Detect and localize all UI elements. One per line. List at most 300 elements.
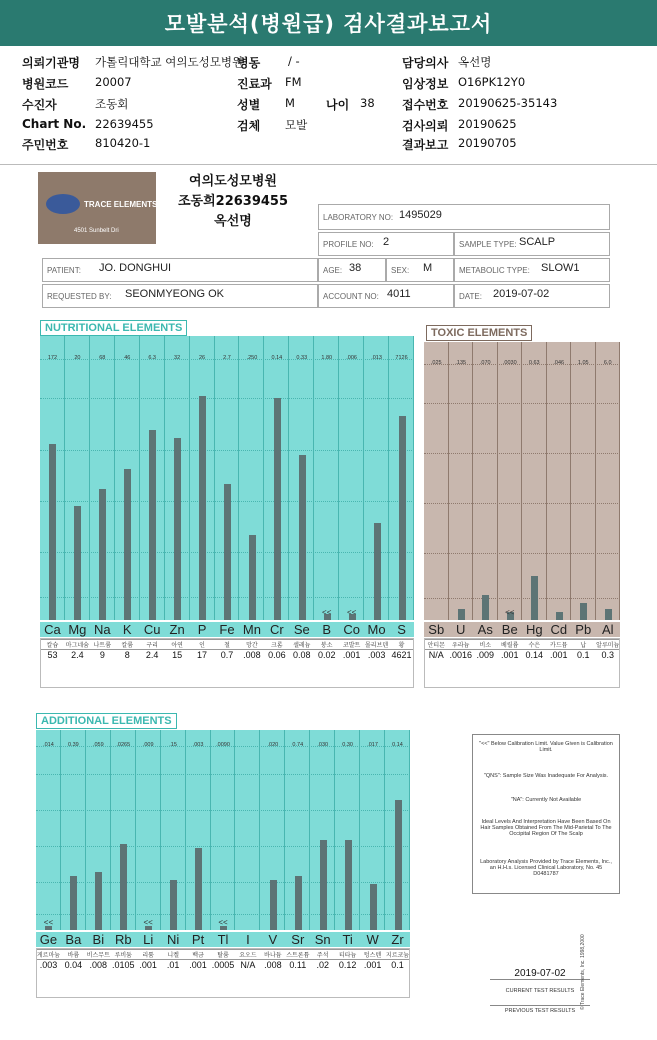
previous-line: [490, 1005, 590, 1006]
element-korean-name: 칼슘: [40, 639, 65, 650]
element-result-p: 17: [197, 650, 208, 660]
element-symbol-p: P: [190, 622, 215, 637]
level-bar-na: [99, 489, 106, 620]
element-result-tl: .0005: [211, 960, 235, 970]
scan-sex-value: M: [423, 262, 433, 274]
current-results-label: CURRENT TEST RESULTS: [505, 988, 575, 994]
sample-value: SCALP: [519, 236, 556, 248]
scan-patient-value: JO. DONGHUI: [99, 262, 172, 274]
element-korean-name: 바륨: [61, 949, 86, 960]
receipt-label: 접수번호: [402, 98, 449, 112]
element-korean-name: 망간: [239, 639, 264, 650]
element-symbol-li: Li: [136, 932, 161, 947]
element-korean-name: 철: [215, 639, 240, 650]
element-symbol-sr: Sr: [285, 932, 310, 947]
legend-qns: "QNS": Sample Size Was Inadequate For Analysis.: [483, 773, 609, 779]
element-symbol-s: S: [389, 622, 414, 637]
level-bar-ca: [49, 444, 56, 620]
element-symbol-as: As: [473, 622, 498, 637]
current-date: 2019-07-02: [490, 968, 590, 980]
ward-value: / -: [288, 54, 300, 68]
element-symbol-fe: Fe: [215, 622, 240, 637]
level-bar-p: [199, 396, 206, 620]
element-symbol-se: Se: [289, 622, 314, 637]
element-korean-name: 알루미늄: [596, 639, 621, 650]
element-result-li: .001: [139, 960, 157, 970]
column-divider: [189, 336, 190, 620]
column-divider: [114, 336, 115, 620]
element-korean-name: 카드뮴: [547, 639, 572, 650]
top-tick-label: 0.30: [342, 742, 353, 748]
top-tick-label: .070: [479, 360, 491, 367]
institution-label: 의뢰기관명: [22, 56, 80, 70]
below-limit-marker: <<: [505, 608, 515, 617]
stamp-doctor: 옥선명: [214, 214, 252, 229]
level-bar-al: [605, 609, 612, 620]
element-korean-name: 칼륨: [115, 639, 140, 650]
level-bar-zr: [395, 800, 402, 930]
clinical-value: O16PK12Y0: [458, 75, 526, 89]
element-korean-name: 리튬: [136, 949, 161, 960]
element-korean-name: 게르마늄: [36, 949, 61, 960]
element-result-zn: 15: [172, 650, 183, 660]
grid-line: [36, 774, 410, 775]
level-bar-v: [270, 880, 277, 930]
element-result-s: 4621: [391, 650, 412, 660]
lab-no-box: [318, 204, 610, 230]
column-divider: [334, 730, 335, 930]
legend-below-limit: "<<" Below Calibration Limit. Value Given is Calibration Limit.: [479, 741, 613, 753]
dept-label: 진료과: [237, 77, 272, 91]
column-divider: [363, 336, 364, 620]
column-divider: [85, 730, 86, 930]
hospital-code-value: 20007: [95, 75, 132, 89]
element-result-ti: 0.12: [338, 960, 357, 970]
column-divider: [60, 730, 61, 930]
element-korean-name: 스트론튬: [285, 949, 310, 960]
element-result-ca: 53: [47, 650, 58, 660]
element-symbol-sn: Sn: [310, 932, 335, 947]
element-symbol-co: Co: [339, 622, 364, 637]
sample-box: [454, 232, 610, 256]
element-result-pt: .001: [189, 960, 207, 970]
doctor-label: 담당의사: [402, 56, 449, 70]
date-value: 2019-07-02: [493, 288, 550, 300]
element-korean-name: 백금: [186, 949, 211, 960]
level-bar-bi: [95, 872, 102, 930]
element-result-sn: .02: [316, 960, 329, 970]
sex-box: [386, 258, 454, 282]
top-tick-label: 32: [174, 354, 181, 361]
top-tick-label: 172: [47, 354, 58, 361]
column-divider: [595, 342, 596, 620]
top-tick-label: 6.0: [603, 360, 612, 367]
lab-no-label: LABORATORY NO:: [323, 213, 394, 222]
element-korean-name: 셀레늄: [289, 639, 314, 650]
element-symbol-ti: Ti: [335, 932, 360, 947]
top-tick-label: .030: [317, 742, 329, 748]
specimen-label: 검체: [237, 119, 261, 133]
sex-label: 성별: [237, 98, 261, 112]
scan-patient-label: PATIENT:: [47, 266, 81, 275]
doctor-value: 옥선명: [458, 55, 492, 69]
below-limit-marker: <<: [322, 608, 332, 617]
element-result-mn: .008: [243, 650, 261, 660]
element-symbol-u: U: [449, 622, 474, 637]
element-korean-name: 티타늄: [335, 949, 360, 960]
top-tick-label: .020: [267, 742, 279, 748]
age-box: [318, 258, 386, 282]
top-tick-label: .046: [553, 360, 565, 367]
element-korean-name: 마그네슘: [65, 639, 90, 650]
level-bar-hg: [531, 576, 538, 620]
level-bar-sn: [320, 840, 327, 930]
column-divider: [139, 336, 140, 620]
top-tick-label: .0265: [116, 742, 131, 748]
column-divider: [89, 336, 90, 620]
column-divider: [546, 342, 547, 620]
level-bar-mo: [374, 523, 381, 620]
profile-box: [318, 232, 454, 256]
element-symbol-w: W: [360, 932, 385, 947]
account-box: [318, 284, 454, 308]
element-result-b: 0.02: [317, 650, 336, 660]
column-divider: [570, 342, 571, 620]
metabolic-value: SLOW1: [541, 262, 580, 274]
id-label: 주민번호: [22, 138, 69, 152]
grid-line: [36, 810, 410, 811]
chart-grid-1: [424, 342, 620, 620]
column-divider: [234, 730, 235, 930]
top-tick-label: 46: [124, 354, 131, 361]
element-symbol-ni: Ni: [161, 932, 186, 947]
element-symbol-i: I: [235, 932, 260, 947]
top-tick-label: .135: [455, 360, 467, 367]
scan-age-label: AGE:: [323, 266, 343, 275]
top-tick-label: 0.39: [68, 742, 79, 748]
requested-label: REQUESTED BY:: [47, 292, 112, 301]
level-bar-k: [124, 469, 131, 620]
grid-line: [424, 403, 620, 404]
grid-line: [36, 914, 410, 915]
top-tick-label: 6.3: [148, 354, 156, 361]
logo-address: 4501 Sunbelt Dri: [74, 228, 119, 234]
column-divider: [497, 342, 498, 620]
element-result-bi: .008: [89, 960, 108, 970]
element-result-i: N/A: [240, 960, 256, 970]
element-korean-name: 루비듐: [111, 949, 136, 960]
legend-na: "NA": Currently Not Available: [510, 797, 582, 803]
stamp-hospital: 여의도성모병원: [189, 174, 277, 189]
element-result-ni: .01: [166, 960, 180, 970]
element-result-pb: 0.1: [576, 650, 590, 660]
hospital-stamp: [158, 168, 308, 244]
element-korean-name: 구리: [140, 639, 165, 650]
level-bar-se: [299, 455, 306, 620]
receipt-value: 20190625-35143: [458, 96, 558, 110]
column-divider: [110, 730, 111, 930]
element-symbol-pb: Pb: [571, 622, 596, 637]
level-bar-w: [370, 884, 377, 930]
column-divider: [259, 730, 260, 930]
element-symbol-mn: Mn: [239, 622, 264, 637]
logo-text: TRACE ELEMENTS: [84, 200, 158, 209]
id-value: 810420-1: [95, 136, 151, 150]
column-divider: [409, 730, 410, 930]
sample-label: SAMPLE TYPE:: [459, 240, 517, 249]
element-result-as: .009: [476, 650, 495, 660]
level-bar-rb: [120, 844, 127, 930]
column-divider: [284, 730, 285, 930]
copyright: © Trace Elements, Inc. 1998,2000: [580, 934, 586, 1010]
clinical-label: 임상정보: [402, 77, 449, 91]
element-symbol-na: Na: [90, 622, 115, 637]
column-divider: [384, 730, 385, 930]
grid-line: [424, 453, 620, 454]
element-korean-name: 우라늄: [449, 639, 474, 650]
element-korean-name: 안티몬: [424, 639, 449, 650]
level-bar-s: [399, 416, 406, 620]
request-label: 검사의뢰: [402, 119, 449, 133]
patient-value: 조동회: [95, 97, 129, 111]
chart-grid-0: [40, 336, 414, 620]
level-bar-fe: [224, 484, 231, 620]
element-result-co: .001: [342, 650, 361, 660]
element-korean-name: 납: [571, 639, 596, 650]
element-result-mo: .003: [367, 650, 386, 660]
requested-value: SEONMYEONG OK: [125, 288, 225, 300]
metabolic-label: METABOLIC TYPE:: [459, 266, 530, 275]
lab-no-value: 1495029: [399, 209, 442, 221]
element-symbol-zn: Zn: [165, 622, 190, 637]
top-tick-label: .017: [367, 742, 378, 748]
level-bar-ni: [170, 880, 177, 930]
column-divider: [619, 342, 620, 620]
patient-info-panel: [0, 46, 657, 165]
level-bar-sr: [295, 876, 302, 930]
requested-box: [42, 284, 318, 308]
top-tick-label: 0.33: [296, 354, 308, 361]
element-korean-name: 몰리브덴: [364, 639, 389, 650]
ward-label: 병동: [237, 56, 261, 70]
element-symbol-pt: Pt: [186, 932, 211, 947]
element-symbol-cr: Cr: [264, 622, 289, 637]
stamp-patient: 조동희22639455: [177, 194, 289, 209]
element-symbol-al: Al: [596, 622, 621, 637]
element-symbol-sb: Sb: [424, 622, 449, 637]
element-result-cu: 2.4: [145, 650, 159, 660]
profile-label: PROFILE NO:: [323, 240, 374, 249]
element-symbol-mo: Mo: [364, 622, 389, 637]
scan-age-value: 38: [349, 262, 362, 274]
age-label: 나이: [326, 98, 350, 112]
element-symbol-cd: Cd: [547, 622, 572, 637]
element-korean-name: 바나듐: [260, 949, 285, 960]
element-symbol-tl: Tl: [211, 932, 236, 947]
element-symbol-cu: Cu: [140, 622, 165, 637]
level-bar-cu: [149, 430, 156, 620]
element-korean-name: 코발트: [339, 639, 364, 650]
element-korean-name: 비소: [473, 639, 498, 650]
element-symbol-hg: Hg: [522, 622, 547, 637]
top-tick-label: .0090: [216, 742, 230, 748]
level-bar-zn: [174, 438, 181, 620]
level-bar-cr: [274, 398, 281, 620]
column-divider: [359, 730, 360, 930]
trace-elements-logo: [38, 172, 156, 244]
element-result-sr: 0.11: [289, 960, 307, 970]
column-divider: [288, 336, 289, 620]
institution-value: 가톨릭대학교 여의도성모병원: [95, 55, 244, 69]
grid-line: [424, 503, 620, 504]
chart-label: Chart No.: [22, 117, 87, 131]
element-korean-name: 요오드: [235, 949, 260, 960]
report-date-value: 20190705: [458, 136, 517, 150]
top-tick-label: 0.74: [292, 742, 304, 748]
top-tick-label: .006: [346, 354, 357, 361]
top-tick-label: 2.7: [223, 354, 231, 361]
column-divider: [472, 342, 473, 620]
element-korean-name: 나트륨: [90, 639, 115, 650]
chart-value: 22639455: [95, 117, 154, 131]
request-value: 20190625: [458, 117, 517, 131]
element-symbol-rb: Rb: [111, 932, 136, 947]
element-symbol-ba: Ba: [61, 932, 86, 947]
top-tick-label: .250: [246, 354, 258, 361]
element-result-k: 8: [124, 650, 130, 660]
element-korean-name: 니켈: [161, 949, 186, 960]
element-result-ge: .003: [39, 960, 58, 970]
column-divider: [388, 336, 389, 620]
below-limit-marker: <<: [346, 608, 357, 617]
date-box: [454, 284, 610, 308]
age-value: 38: [360, 96, 375, 110]
level-bar-mg: [74, 506, 81, 620]
element-korean-name: 지르코늄: [385, 949, 410, 960]
legend-ideal: Ideal Levels And Interpretation Have Been Based On Hair Samples Obtained From The Mid-Parietal To The Occipital Region Of The Scalp: [480, 819, 612, 837]
element-result-u: .0016: [449, 650, 473, 660]
element-result-fe: 0.7: [220, 650, 234, 660]
element-korean-name: 비스무트: [86, 949, 111, 960]
grid-line: [36, 846, 410, 847]
element-result-w: .001: [363, 960, 382, 970]
element-result-hg: 0.14: [525, 650, 544, 660]
column-divider: [214, 336, 215, 620]
element-result-sb: N/A: [428, 650, 444, 660]
element-result-mg: 2.4: [71, 650, 84, 660]
legend-box: [472, 734, 620, 894]
element-result-be: .001: [500, 650, 519, 660]
patient-label: 수진자: [22, 98, 57, 112]
sex-value: M: [285, 96, 295, 110]
column-divider: [338, 336, 339, 620]
element-symbol-zr: Zr: [385, 932, 410, 947]
element-symbol-mg: Mg: [65, 622, 90, 637]
element-symbol-ge: Ge: [36, 932, 61, 947]
element-result-v: .008: [264, 960, 282, 970]
top-tick-label: 0.14: [392, 742, 403, 748]
column-divider: [64, 336, 65, 620]
column-divider: [413, 336, 414, 620]
column-divider: [521, 342, 522, 620]
element-korean-name: 아연: [165, 639, 190, 650]
top-tick-label: 0.14: [271, 354, 283, 361]
nutritional-title: NUTRITIONAL ELEMENTS: [40, 320, 187, 336]
level-bar-ti: [345, 840, 352, 930]
element-result-zr: 0.1: [391, 960, 404, 970]
top-tick-label: 68: [99, 354, 106, 361]
below-limit-marker: <<: [43, 918, 54, 927]
level-bar-pt: [195, 848, 202, 930]
element-result-se: 0.08: [293, 650, 311, 660]
element-korean-name: 황: [389, 639, 414, 650]
dept-value: FM: [285, 75, 302, 89]
metabolic-box: [454, 258, 610, 282]
account-label: ACCOUNT NO:: [323, 292, 379, 301]
scan-sex-label: SEX:: [391, 266, 410, 275]
grid-line: [36, 882, 410, 883]
element-result-na: 9: [99, 650, 105, 660]
top-tick-label: .025: [430, 360, 442, 367]
column-divider: [210, 730, 211, 930]
hospital-code-label: 병원코드: [22, 77, 69, 91]
level-bar-ba: [70, 876, 77, 930]
element-symbol-k: K: [115, 622, 140, 637]
element-korean-name: 인: [190, 639, 215, 650]
column-divider: [263, 336, 264, 620]
element-result-cd: .001: [549, 650, 568, 660]
top-tick-label: 0.63: [528, 360, 540, 367]
element-korean-name: 주석: [310, 949, 335, 960]
column-divider: [164, 336, 165, 620]
grid-line: [424, 553, 620, 554]
column-divider: [238, 336, 239, 620]
result-table-border: [36, 948, 410, 998]
patient-box: [42, 258, 318, 282]
top-tick-label: .15: [169, 742, 177, 748]
column-divider: [185, 730, 186, 930]
result-table-border: [424, 638, 620, 688]
previous-results-label: PREVIOUS TEST RESULTS: [504, 1008, 576, 1014]
element-korean-name: 베릴륨: [498, 639, 523, 650]
top-tick-label: .059: [92, 742, 104, 748]
element-symbol-ca: Ca: [40, 622, 65, 637]
grid-line: [40, 398, 414, 399]
element-korean-name: 크롬: [264, 639, 289, 650]
element-symbol-b: B: [314, 622, 339, 637]
element-korean-name: 붕소: [314, 639, 339, 650]
below-limit-marker: <<: [143, 918, 153, 927]
column-divider: [448, 342, 449, 620]
additional-title: ADDITIONAL ELEMENTS: [36, 713, 177, 729]
level-bar-cd: [556, 612, 563, 620]
top-tick-label: .014: [43, 742, 54, 748]
element-korean-name: 탈륨: [211, 949, 236, 960]
toxic-title: TOXIC ELEMENTS: [426, 325, 532, 341]
column-divider: [309, 730, 310, 930]
top-tick-label: 7126: [395, 354, 408, 361]
top-tick-label: .009: [142, 742, 154, 748]
level-bar-mn: [249, 535, 256, 620]
column-divider: [313, 336, 314, 620]
top-tick-label: .013: [371, 354, 382, 361]
column-divider: [160, 730, 161, 930]
element-symbol-v: V: [260, 932, 285, 947]
top-tick-label: .0030: [502, 360, 517, 367]
level-bar-as: [482, 595, 489, 620]
report-title: 모발분석(병원급) 검사결과보고서: [0, 0, 657, 46]
element-result-cr: 0.06: [268, 650, 286, 660]
